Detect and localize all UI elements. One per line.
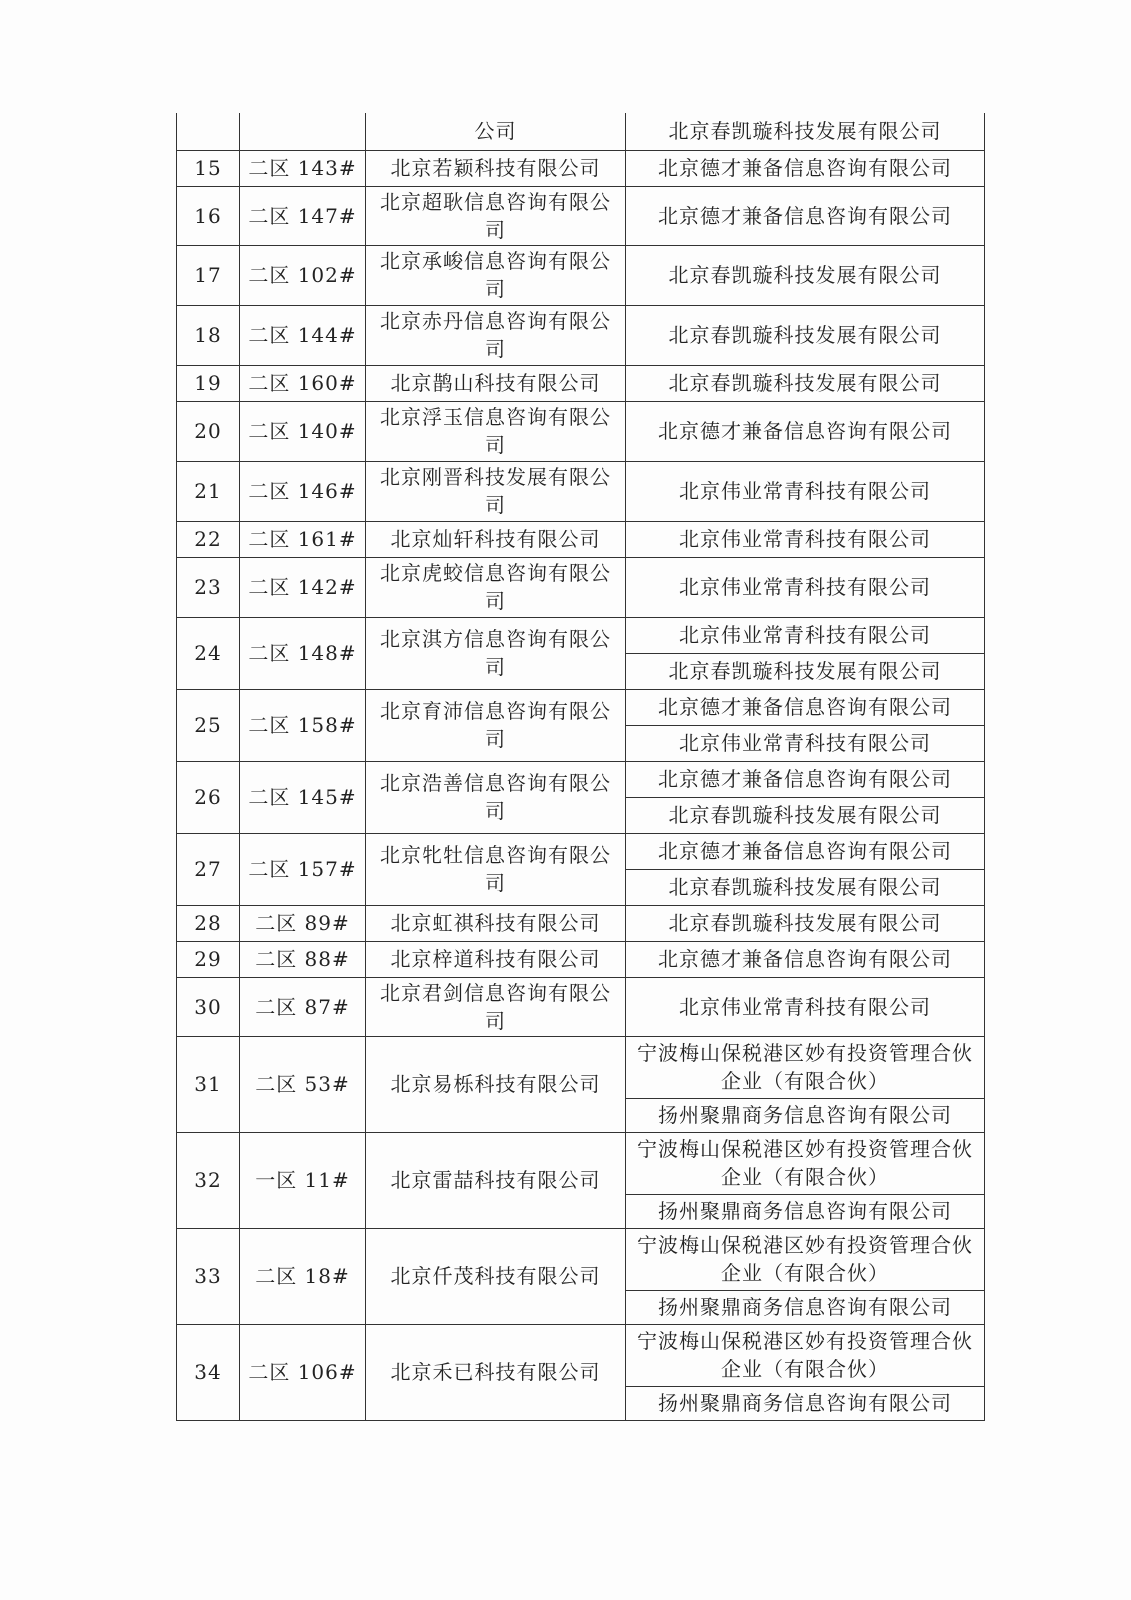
partner-name: 北京德才兼备信息咨询有限公司	[626, 689, 985, 725]
row-number: 20	[177, 401, 240, 461]
row-number: 27	[177, 833, 240, 905]
company-name: 北京梓道科技有限公司	[366, 941, 626, 977]
table-row	[177, 461, 985, 521]
company-name: 北京浮玉信息咨询有限公司	[366, 401, 626, 461]
company-name: 北京刚晋科技发展有限公司	[366, 461, 626, 521]
partner-name: 扬州聚鼎商务信息咨询有限公司	[626, 1194, 985, 1228]
row-number: 21	[177, 461, 240, 521]
area-code: 二区 88#	[240, 941, 366, 977]
row-number: 31	[177, 1036, 240, 1132]
row-number: 18	[177, 305, 240, 365]
partner-name: 北京春凯璇科技发展有限公司	[626, 869, 985, 905]
row-number	[177, 113, 240, 150]
company-name: 北京若颖科技有限公司	[366, 150, 626, 186]
partner-name: 北京春凯璇科技发展有限公司	[626, 797, 985, 833]
partner-name: 北京伟业常青科技有限公司	[626, 617, 985, 653]
company-table	[176, 113, 985, 1421]
table-row	[177, 941, 985, 977]
area-code: 一区 11#	[240, 1132, 366, 1228]
area-code	[240, 113, 366, 150]
row-number: 33	[177, 1228, 240, 1324]
area-code: 二区 140#	[240, 401, 366, 461]
partner-name: 北京伟业常青科技有限公司	[626, 977, 985, 1036]
area-code: 二区 89#	[240, 905, 366, 941]
company-name: 北京虹祺科技有限公司	[366, 905, 626, 941]
row-number: 22	[177, 521, 240, 557]
partner-name: 宁波梅山保税港区妙有投资管理合伙企业（有限合伙）	[626, 1228, 985, 1290]
company-name: 北京牝牡信息咨询有限公司	[366, 833, 626, 905]
partner-name: 北京德才兼备信息咨询有限公司	[626, 186, 985, 245]
company-name: 北京承峻信息咨询有限公司	[366, 245, 626, 305]
table-row	[177, 1228, 985, 1290]
table-row	[177, 401, 985, 461]
area-code: 二区 146#	[240, 461, 366, 521]
partner-name: 宁波梅山保税港区妙有投资管理合伙企业（有限合伙）	[626, 1132, 985, 1194]
partner-name: 北京德才兼备信息咨询有限公司	[626, 150, 985, 186]
area-code: 二区 145#	[240, 761, 366, 833]
company-name: 北京仟茂科技有限公司	[366, 1228, 626, 1324]
company-name: 北京君剑信息咨询有限公司	[366, 977, 626, 1036]
partner-name: 宁波梅山保税港区妙有投资管理合伙企业（有限合伙）	[626, 1036, 985, 1098]
partner-name: 扬州聚鼎商务信息咨询有限公司	[626, 1098, 985, 1132]
area-code: 二区 148#	[240, 617, 366, 689]
area-code: 二区 102#	[240, 245, 366, 305]
partner-name: 北京春凯璇科技发展有限公司	[626, 905, 985, 941]
table-row	[177, 905, 985, 941]
partner-name: 北京伟业常青科技有限公司	[626, 461, 985, 521]
table-row	[177, 617, 985, 653]
area-code: 二区 87#	[240, 977, 366, 1036]
row-number: 30	[177, 977, 240, 1036]
row-number: 19	[177, 365, 240, 401]
row-number: 26	[177, 761, 240, 833]
partner-name: 北京春凯璇科技发展有限公司	[626, 305, 985, 365]
table-row	[177, 689, 985, 725]
row-number: 16	[177, 186, 240, 245]
row-number: 24	[177, 617, 240, 689]
partner-name: 北京德才兼备信息咨询有限公司	[626, 401, 985, 461]
partner-name: 宁波梅山保税港区妙有投资管理合伙企业（有限合伙）	[626, 1324, 985, 1386]
row-number: 34	[177, 1324, 240, 1420]
table-row	[177, 305, 985, 365]
table-row	[177, 557, 985, 617]
partner-name: 北京春凯璇科技发展有限公司	[626, 653, 985, 689]
company-name: 北京雷喆科技有限公司	[366, 1132, 626, 1228]
row-number: 17	[177, 245, 240, 305]
company-name: 北京浩善信息咨询有限公司	[366, 761, 626, 833]
company-name: 北京育沛信息咨询有限公司	[366, 689, 626, 761]
company-name: 北京淇方信息咨询有限公司	[366, 617, 626, 689]
row-number: 25	[177, 689, 240, 761]
company-name: 北京易栎科技有限公司	[366, 1036, 626, 1132]
partner-name: 北京伟业常青科技有限公司	[626, 557, 985, 617]
area-code: 二区 53#	[240, 1036, 366, 1132]
row-number: 29	[177, 941, 240, 977]
area-code: 二区 157#	[240, 833, 366, 905]
area-code: 二区 158#	[240, 689, 366, 761]
row-number: 15	[177, 150, 240, 186]
partner-name: 北京春凯璇科技发展有限公司	[626, 245, 985, 305]
table-row	[177, 365, 985, 401]
table-row	[177, 761, 985, 797]
partner-name: 北京伟业常青科技有限公司	[626, 725, 985, 761]
table-row	[177, 1132, 985, 1194]
area-code: 二区 143#	[240, 150, 366, 186]
area-code: 二区 144#	[240, 305, 366, 365]
area-code: 二区 147#	[240, 186, 366, 245]
area-code: 二区 106#	[240, 1324, 366, 1420]
area-code: 二区 142#	[240, 557, 366, 617]
partner-name: 北京春凯璇科技发展有限公司	[626, 113, 985, 150]
partner-name: 北京德才兼备信息咨询有限公司	[626, 833, 985, 869]
table-row	[177, 186, 985, 245]
partner-name: 北京德才兼备信息咨询有限公司	[626, 941, 985, 977]
company-name: 北京鹊山科技有限公司	[366, 365, 626, 401]
table-body	[177, 113, 985, 1420]
table-row	[177, 1324, 985, 1386]
partner-name: 北京伟业常青科技有限公司	[626, 521, 985, 557]
row-number: 32	[177, 1132, 240, 1228]
table-row	[177, 833, 985, 869]
partner-name: 扬州聚鼎商务信息咨询有限公司	[626, 1386, 985, 1420]
area-code: 二区 18#	[240, 1228, 366, 1324]
partner-name: 北京德才兼备信息咨询有限公司	[626, 761, 985, 797]
partner-name: 北京春凯璇科技发展有限公司	[626, 365, 985, 401]
company-name: 公司	[366, 113, 626, 150]
company-name: 北京虎蛟信息咨询有限公司	[366, 557, 626, 617]
company-name: 北京赤丹信息咨询有限公司	[366, 305, 626, 365]
company-name: 北京灿轩科技有限公司	[366, 521, 626, 557]
company-name: 北京超耿信息咨询有限公司	[366, 186, 626, 245]
table-row	[177, 977, 985, 1036]
company-name: 北京禾已科技有限公司	[366, 1324, 626, 1420]
row-number: 23	[177, 557, 240, 617]
table-row	[177, 521, 985, 557]
partner-name: 扬州聚鼎商务信息咨询有限公司	[626, 1290, 985, 1324]
row-number: 28	[177, 905, 240, 941]
table-row	[177, 150, 985, 186]
table-row	[177, 113, 985, 150]
area-code: 二区 160#	[240, 365, 366, 401]
table-row	[177, 245, 985, 305]
table-row	[177, 1036, 985, 1098]
area-code: 二区 161#	[240, 521, 366, 557]
